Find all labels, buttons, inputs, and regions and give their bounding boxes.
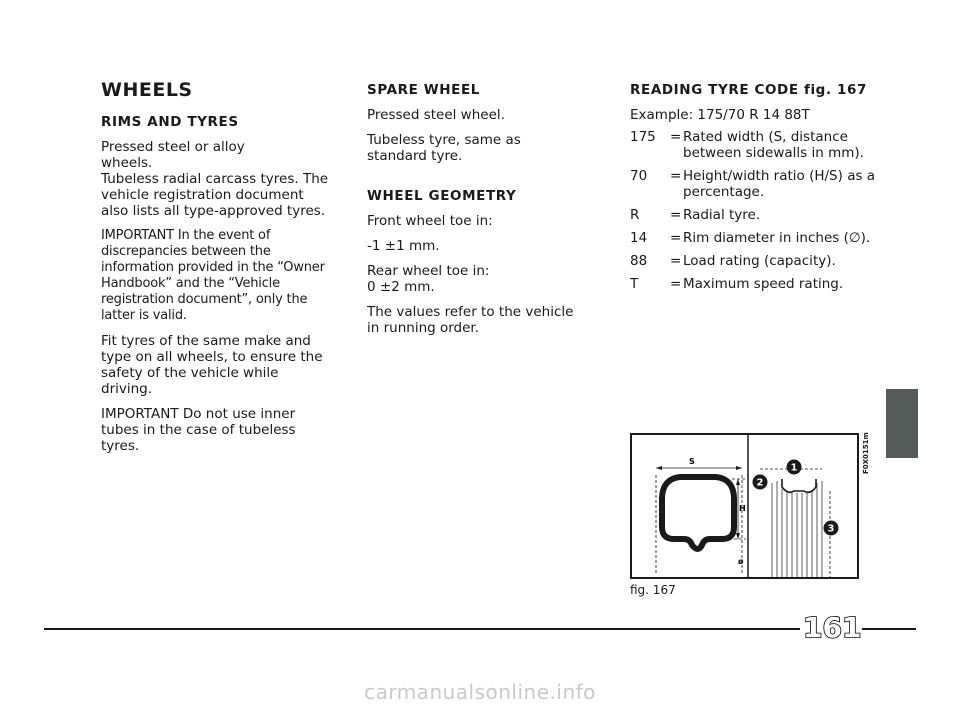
label-s: S — [689, 457, 695, 466]
right-column — [630, 76, 880, 299]
code-description: Rated width (S, distance between sidewalls in mm). — [683, 129, 864, 161]
figure-caption: fig. 167 — [630, 583, 676, 597]
dimension-s-arrow-left — [656, 466, 662, 470]
dimension-s-arrow-right — [736, 466, 742, 470]
front-toe-value: -1 ±1 mm. — [367, 238, 440, 254]
important-note-registration: IMPORTANT In the event of discrepancies between the information provided in the “Owner Handbook” and the “Vehicle registration document”, only the latter is valid. — [101, 228, 325, 323]
code-equals: = — [670, 168, 682, 184]
code-equals: = — [670, 230, 682, 246]
spare-wheel-text: Pressed steel wheel. — [367, 107, 505, 123]
same-tyres-paragraph: Fit tyres of the same make and type on all wheels, to ensure the safety of the vehicle while driving. — [101, 333, 323, 397]
important-note-inner-tubes: IMPORTANT Do not use inner tubes in the case of tubeless tyres. — [101, 406, 296, 454]
left-column — [101, 76, 333, 463]
code-equals: = — [670, 207, 682, 223]
spare-tyre-text: Tubeless tyre, same as standard tyre. — [367, 132, 521, 164]
code-description: Radial tyre. — [683, 207, 761, 223]
rear-toe-label: Rear wheel toe in: — [367, 263, 490, 279]
rear-toe-block — [367, 263, 582, 295]
code-description: Height/width ratio (H/S) as a percentage. — [683, 168, 876, 200]
rims-paragraph — [101, 139, 333, 219]
chapter-thumb-tab — [886, 389, 918, 458]
tyre-code-row — [630, 129, 880, 161]
footer-rule-right — [862, 628, 916, 630]
section-title-wheels: WHEELS — [101, 79, 193, 101]
watermark: carmanualsonline.info — [364, 680, 596, 704]
callout-3: 3 — [827, 523, 835, 535]
tyre-code-row — [630, 276, 880, 292]
code-key: 70 — [630, 168, 648, 184]
rim-profile — [782, 479, 816, 492]
code-key: T — [630, 276, 639, 292]
subsection-title-rims-tyres: RIMS AND TYRES — [101, 114, 239, 130]
rims-line-2: wheels. — [101, 155, 153, 171]
tyre-code-row — [630, 253, 880, 269]
rims-line-1: Pressed steel or alloy — [101, 139, 245, 155]
dimension-h-arrow-bottom — [736, 533, 740, 539]
section-title-tyre-code: READING TYRE CODE fig. 167 — [630, 82, 867, 98]
callout-1: 1 — [790, 462, 798, 474]
rims-line-3: Tubeless radial carcass tyres. The vehicle registration document also lists all type-approved tyres. — [101, 171, 329, 219]
page-number: 161 — [803, 611, 862, 644]
footer-rule-left — [44, 628, 800, 630]
label-diameter: ø — [738, 557, 744, 566]
code-equals: = — [670, 276, 682, 292]
tyre-code-row — [630, 168, 880, 200]
dimension-h-arrow-top — [736, 479, 740, 485]
code-equals: = — [670, 253, 682, 269]
code-key: 175 — [630, 129, 656, 145]
rear-toe-value: 0 ±2 mm. — [367, 279, 435, 295]
code-description: Rim diameter in inches (∅). — [683, 230, 871, 246]
code-equals: = — [670, 129, 682, 145]
front-toe-label: Front wheel toe in: — [367, 213, 493, 229]
tyre-code-row — [630, 207, 880, 223]
code-key: R — [630, 207, 640, 223]
callout-2: 2 — [756, 477, 764, 489]
section-title-wheel-geometry: WHEEL GEOMETRY — [367, 188, 517, 204]
tyre-diagram — [632, 435, 857, 577]
tyre-code-list — [630, 129, 880, 292]
rim-hatch — [772, 481, 822, 577]
running-order-note: The values refer to the vehicle in running order. — [367, 304, 574, 336]
code-description: Load rating (capacity). — [683, 253, 836, 269]
tyre-profile — [662, 477, 734, 549]
tyre-code-row — [630, 230, 880, 246]
tyre-section-figure — [630, 433, 859, 579]
section-title-spare-wheel: SPARE WHEEL — [367, 82, 480, 98]
code-description: Maximum speed rating. — [683, 276, 844, 292]
figure-reference-code: F0X0151m — [862, 432, 870, 474]
label-h: H — [739, 504, 746, 513]
middle-column — [367, 76, 582, 345]
tyre-code-example: Example: 175/70 R 14 88T — [630, 107, 810, 123]
code-key: 14 — [630, 230, 648, 246]
code-key: 88 — [630, 253, 648, 269]
